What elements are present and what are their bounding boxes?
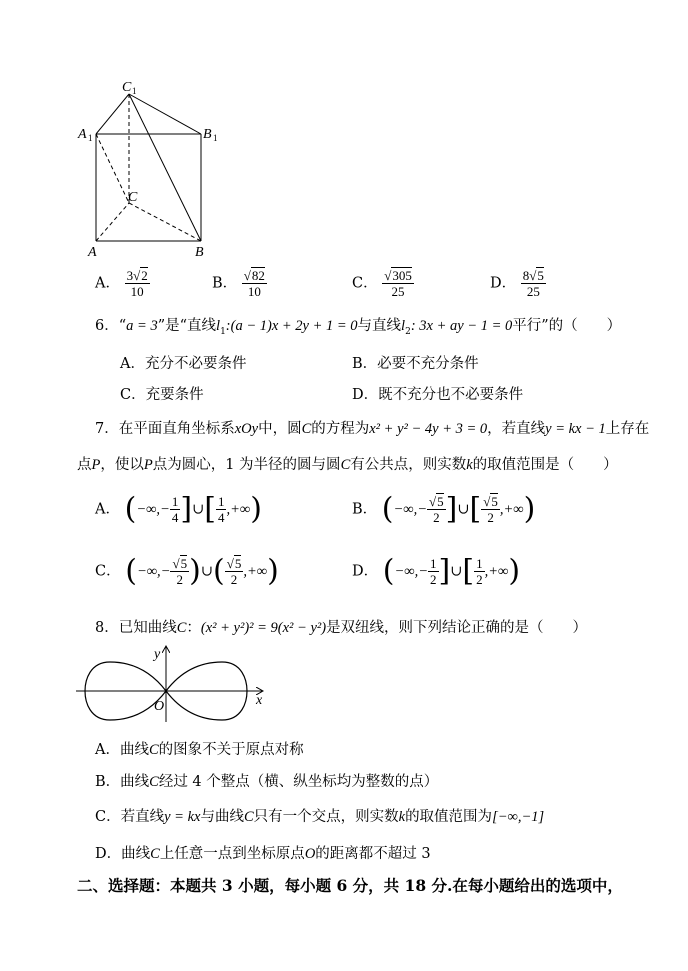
q7-option-a: A． (−∞,− $\frac{1}{4}$ ]∪[ $\frac{1}{4}$ ,+∞) [95, 491, 262, 527]
q6-option-d: D．既不充分也不必要条件 [352, 387, 524, 403]
option-text: 的距离都不超过 3 [315, 846, 431, 862]
q7-option-c: C． (−∞,− $\frac{√5}{2}$ )∪( $\frac{√5}{2}$ ,+∞) [95, 553, 279, 589]
option-letter: C． [352, 275, 378, 292]
circle-equation: x² + y² − 4y + 3 = 0 [369, 421, 488, 437]
stem-text: 的取值范围是（ ） [472, 457, 618, 473]
stem-text: 已知曲线 [118, 620, 177, 636]
origin-label: O [154, 699, 165, 714]
circle-name: C [301, 421, 312, 437]
option-text: 的取值范围为 [405, 809, 493, 825]
numerator-coef: 3 [126, 268, 134, 283]
union-symbol: ∪ [192, 501, 205, 518]
interval-left: −∞,− [136, 563, 171, 580]
option-letter: D． [352, 563, 379, 580]
numerator: 1 [476, 556, 483, 571]
option-text: 上任意一点到坐标原点 [159, 846, 305, 862]
numerator-coef: 8 [522, 268, 530, 283]
denominator: 10 [130, 284, 144, 299]
q5-option-a: A． $\frac{3√2}{10}$ [95, 268, 148, 299]
denominator: 2 [433, 510, 440, 525]
range-value: [−∞,−1] [492, 809, 545, 825]
line-l2-equation: : 3x + ay − 1 = 0 [410, 318, 513, 334]
q7-stem-line1 [95, 419, 649, 439]
denominator: 2 [430, 572, 437, 587]
denominator: 25 [391, 284, 405, 299]
stem-text: 与直线 [357, 318, 402, 334]
curve-name: C [149, 774, 159, 790]
radicand: 5 [537, 268, 544, 283]
curve-equation: (x² + y²)² = 9(x² − y²) [200, 620, 327, 636]
denominator: 2 [230, 572, 238, 587]
interval-right: ,+∞ [243, 563, 268, 580]
question-number: 6． [95, 318, 119, 334]
interval-right: ,+∞ [226, 501, 251, 518]
edge-a1-c [96, 134, 129, 203]
point-p: P [91, 457, 101, 473]
q6-option-b: B．必要不充分条件 [352, 356, 479, 372]
stem-text: ，使以 [100, 457, 144, 473]
subscript: 2 [405, 326, 411, 337]
option-text: 的图象不关于原点对称 [158, 742, 304, 758]
line-l1-equation: :(a − 1)x + 2y + 1 = 0 [225, 318, 358, 334]
interval-left: −∞,− [394, 563, 428, 580]
section-2-heading: 二、选择题：本题共 3 小题，每小题 6 分，共 18 分.在每小题给出的选项中， [77, 876, 623, 895]
lemniscate-graph [72, 642, 272, 724]
interval-right: ,+∞ [499, 501, 524, 518]
edge-c1-b1 [129, 94, 201, 134]
line-l1: l [216, 318, 221, 334]
stem-text: ”是“直线 [157, 318, 217, 334]
union-symbol: ∪ [457, 501, 470, 518]
q8-stem [95, 618, 587, 638]
option-text: 与曲线 [200, 809, 244, 825]
coord-system: xOy [234, 421, 259, 437]
radicand: 305 [392, 268, 412, 283]
radicand: 2 [141, 268, 148, 283]
label-a1-sub: 1 [88, 133, 93, 143]
q6-option-a: A．充分不必要条件 [120, 356, 247, 372]
point-p: P [143, 457, 153, 473]
edge-a1-c1 [96, 94, 129, 134]
stem-text: 点 [77, 457, 92, 473]
stem-text: 上存在 [605, 421, 650, 437]
q8-option-a [95, 738, 304, 759]
radicand: 5 [180, 556, 188, 571]
radicand: 5 [234, 556, 242, 571]
quote: “ [118, 318, 127, 334]
x-axis-label: x [256, 693, 263, 708]
option-letter: B． [352, 501, 378, 518]
variable-k: k [466, 457, 473, 473]
denominator: 25 [526, 284, 540, 299]
question-number: 8． [95, 620, 119, 636]
variable-k: k [398, 809, 406, 825]
denominator: 2 [476, 572, 483, 587]
condition: a = 3 [126, 318, 158, 334]
option-text: D．曲线 [95, 846, 151, 862]
stem-text: ，若直线 [487, 421, 546, 437]
curve-name: C [176, 620, 187, 636]
option-letter: A． [95, 501, 120, 518]
radicand: 5 [437, 494, 444, 509]
option-text: 只有一个交点，则实数 [253, 809, 399, 825]
q8-option-b [95, 770, 438, 791]
circle-name: C [340, 457, 351, 473]
numerator: 1 [171, 494, 179, 509]
curve-name: C [150, 846, 160, 862]
option-letter: B． [212, 275, 238, 292]
label-b1-sub: 1 [213, 133, 218, 143]
option-letter: C． [95, 563, 121, 580]
q5-option-b: B． $\frac{√82}{10}$ [212, 268, 265, 299]
radicand: 82 [251, 268, 265, 283]
stem-text: 的方程为 [311, 421, 370, 437]
stem-text: 在平面直角坐标系 [118, 421, 235, 437]
label-c1: C [122, 80, 132, 95]
stem-text: 是双纽线，则下列结论正确的是（ ） [326, 620, 588, 636]
option-text: B．曲线 [95, 774, 150, 790]
q6-option-c: C．充要条件 [120, 387, 204, 403]
option-text: 经过 4 个整点（横、纵坐标均为整数的点） [158, 774, 439, 790]
option-letter: A． [95, 275, 120, 292]
denominator: 2 [487, 510, 494, 525]
q7-stem-line2 [77, 455, 618, 475]
numerator: 1 [430, 556, 437, 571]
subscript: 1 [220, 326, 226, 337]
label-b1: B [203, 127, 212, 142]
edge-a-c [96, 203, 129, 241]
numerator: 1 [217, 494, 225, 509]
question-number: 7． [95, 421, 119, 437]
q6-stem [95, 316, 621, 342]
q8-option-c [95, 805, 544, 826]
stem-text: ： [186, 620, 201, 636]
edge-c1-b [129, 94, 201, 241]
union-symbol: ∪ [200, 563, 213, 580]
denominator: 10 [247, 284, 261, 299]
stem-text: 平行”的（ ） [512, 318, 622, 334]
line-equation: y = kx [164, 809, 201, 825]
label-a: A [88, 245, 97, 260]
line-equation: y = kx − 1 [545, 421, 606, 437]
q7-option-d: D． (−∞,− $\frac{1}{2}$ ]∪[ $\frac{1}{2}$ ,+∞) [352, 553, 521, 589]
denominator: 4 [171, 510, 179, 525]
label-c: C [128, 190, 138, 205]
q8-option-d [95, 842, 431, 863]
label-b: B [195, 245, 204, 260]
prism-figure [70, 78, 230, 263]
option-text: A．曲线 [95, 742, 149, 758]
interval-left: −∞,− [393, 501, 428, 518]
union-symbol: ∪ [450, 563, 463, 580]
q5-option-c: C． $\frac{√305}{25}$ [352, 268, 412, 299]
option-letter: D． [490, 275, 517, 292]
label-a1: A [78, 127, 87, 142]
q7-option-b: B． (−∞,− $\frac{√5}{2}$ ]∪[ $\frac{√5}{2}$ ,+∞) [352, 491, 536, 527]
y-axis-label: y [154, 647, 161, 662]
radicand: 5 [491, 494, 498, 509]
stem-text: 点为圆心，1 为半径的圆与圆 [152, 457, 341, 473]
option-text: C．若直线 [95, 809, 165, 825]
edge-c-b [129, 203, 201, 241]
interval-left: −∞,− [136, 501, 170, 518]
curve-name: C [243, 809, 254, 825]
q5-option-d: D． $\frac{8√5}{25}$ [490, 268, 544, 299]
interval-right: ,+∞ [484, 563, 509, 580]
denominator: 2 [176, 572, 184, 587]
origin-name: O [304, 846, 316, 862]
line-l2: l [401, 318, 406, 334]
stem-text: 有公共点，则实数 [350, 457, 467, 473]
curve-name: C [148, 742, 159, 758]
label-c1-sub: 1 [132, 86, 137, 96]
stem-text: 中，圆 [258, 421, 302, 437]
denominator: 4 [217, 510, 225, 525]
